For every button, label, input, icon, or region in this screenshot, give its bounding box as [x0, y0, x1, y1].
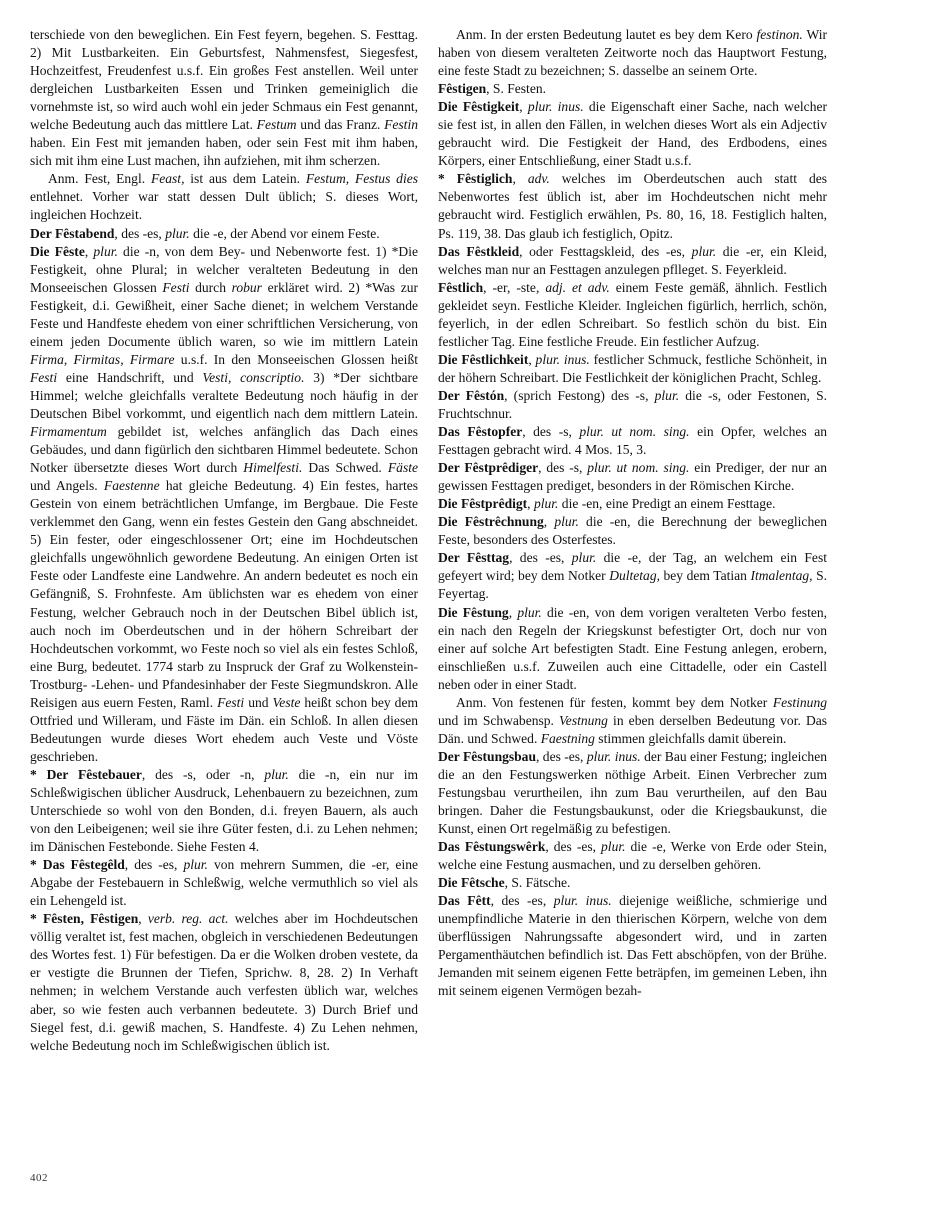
entry-text: und das Franz.	[296, 117, 385, 133]
italic-term: Faestning	[540, 730, 595, 746]
dictionary-entry	[438, 604, 827, 694]
italic-term: Firma, Firmitas, Firmare	[30, 351, 175, 367]
italic-term: plur.	[601, 839, 626, 855]
italic-term: Vestnung	[559, 712, 608, 728]
entry-text: ,	[543, 514, 555, 530]
dictionary-entry	[438, 387, 827, 423]
entry-text: , des -s,	[538, 460, 588, 476]
italic-term: Festi	[30, 369, 58, 385]
headword: Der Fêstungsbau	[438, 748, 536, 764]
entry-text: ,	[84, 243, 94, 259]
entry-text: und	[244, 694, 273, 710]
entry-text: , des -es,	[124, 857, 184, 873]
entry-text: die -er, ein Kleid, welches man nur an Festtagen anzulegen pflleget. S. Feyerkleid.	[438, 243, 827, 277]
entry-text: 3) *Der sichtbare Himmel; welche gleichfalls veraltete Bedeutung noch häufig in der Deutschen Bibel vorkommt, und eigentlich nach dem mittlern Latein.	[30, 369, 418, 421]
dictionary-entry	[438, 748, 827, 838]
italic-term: Festi	[162, 279, 190, 295]
italic-term: Faestenne	[103, 478, 160, 494]
italic-term: plur.	[183, 857, 208, 873]
dictionary-entry	[438, 80, 827, 98]
dictionary-entry	[438, 838, 827, 874]
italic-term: plur.	[691, 243, 717, 259]
headword: Der Fêstón	[438, 387, 505, 403]
headword: Die Fêstprêdigt	[438, 496, 528, 512]
entry-text: terschiede von den beweglichen. Ein Fest feyern, begehen. S. Festtag. 2) Mit Lustbarkeiten. Ein Geburtsfest, Nahmensfest, Siegesfest, Hochzeitfest, Freudenfest u.s.f. Ein großes Fest anstellen. Weil unter dergleichen Lustbarkeiten Essen und Trinken gemeiniglich die vornehmste ist, so wird auch wohl ein jeder Schmaus ein Fest genannt, welche Bedeutung auch das mittlere Lat.	[30, 27, 418, 133]
italic-term: plur.	[264, 766, 289, 782]
entry-text: in eben derselben Bedeutung vor. Das Dän. und Schwed.	[438, 712, 828, 746]
entry-text: Wir haben von diesem veralteten Zeitworte noch das Hauptwort Festung, eine feste Stadt zu bezeichnen; S. dasselbe an seinem Orte.	[438, 27, 827, 79]
italic-term: Festum, Festus dies	[305, 171, 419, 187]
entry-text: u.s.f. In den Monseeischen Glossen heißt	[174, 351, 418, 367]
headword: Das Fêstkleid	[438, 243, 520, 259]
page-number: 402	[30, 1172, 48, 1184]
italic-term: robur	[231, 279, 262, 295]
entry-text: haben. Ein Fest mit jemanden haben, oder sein Fest mit ihm haben, sich mit ihm eine Lust machen, ihn aufziehen, mit ihm scherzen.	[30, 135, 418, 169]
entry-text: eine Handschrift, und	[57, 369, 203, 385]
italic-term: plur.	[93, 243, 118, 259]
entry-text: ,	[508, 604, 518, 620]
entry-text: stimmen gleichfalls damit überein.	[594, 730, 787, 746]
headword: Die Fêstlichkeit	[438, 351, 529, 367]
headword: Fêstlich	[438, 279, 484, 295]
entry-text: entlehnet. Vorher war statt dessen Dult üblich; S. dieses Wort, ingleichen Hochzeit.	[30, 189, 418, 223]
headword: Die Fêstrêchnung	[438, 514, 544, 530]
entry-text: welches aber im Hochdeutschen völlig veraltet ist, fest machen, obgleich in verschiedenen Bedeutungen des Wortes fest. 1) Für befestigen. Da er die Wolken droben vestete, da er vestigte die Brunnen der Tiefen, Sprichw. 8, 28. 2) In Verhaft nehmen; in welchem Verstande auch verfesten üblich war, welches aber, so wie festen auch verbannen bedeutete. 3) Durch Brief und Siegel fest, d.i. gewiß machen, S. Handfeste. 4) Zu Lehen nehmen, welche Bedeutung noch im Schleßwigischen üblich ist.	[30, 911, 418, 1053]
entry-text: die -en, eine Predigt an einem Festtage.	[558, 496, 776, 512]
left-column	[30, 26, 418, 1055]
dictionary-entry	[438, 26, 827, 80]
italic-term: Festinung	[772, 694, 827, 710]
entry-text: , des -s, oder -n,	[141, 766, 265, 782]
headword: * Der Fêstebauer	[30, 766, 142, 782]
entry-text: , des -es,	[114, 225, 166, 241]
entry-text: die Eigenschaft einer Sache, nach welcher sie fest ist, in allen den Fällen, in welchen dieses Wort als ein Adjectiv gebraucht wird. Die Festigkeit der Hand, des Erdbodens, eines Körpers, einer Entschließung, einer Stadt u.s.f.	[438, 99, 827, 169]
dictionary-entry	[438, 351, 827, 387]
italic-term: plur.	[517, 604, 542, 620]
entry-text: die -e, Werke von Erde oder Stein, welche eine Festung ausmachen, und zu derselben gehören.	[438, 839, 827, 873]
entry-text: die -en, die Berechnung der beweglichen Feste, besonders des Osterfestes.	[438, 514, 828, 548]
entry-text: ,	[519, 99, 528, 115]
headword: Der Fêsttag	[438, 550, 510, 566]
entry-text: , S. Fätsche.	[504, 875, 571, 891]
italic-term: plur. ut nom. sing.	[587, 460, 690, 476]
italic-term: plur.	[554, 514, 579, 530]
italic-term: plur. inus.	[527, 99, 584, 115]
entry-text: , S. Festen.	[486, 81, 546, 97]
entry-text: , des -s,	[522, 424, 580, 440]
dictionary-entry	[438, 98, 827, 170]
entry-text: die -n, ein nur im Schleßwigischen üblicher Ausdruck, Lehenbauern zu bezeichnen, zum Unterschiede so wohl von den Bonden, d.i. freyen Bauern, als auch von den Leibeigenen; weil sie ihre Güter festen, d.i. zu Lehen nehmen; im Dänischen Festebonde. Siehe Festen 4.	[30, 766, 418, 855]
italic-term: Firmamentum	[30, 424, 107, 440]
dictionary-entry	[438, 694, 827, 748]
italic-term: Vesti, conscriptio.	[202, 369, 305, 385]
dictionary-entry	[30, 170, 418, 224]
italic-term: Himelfesti.	[243, 460, 303, 476]
italic-term: Festi	[217, 694, 245, 710]
italic-term: verb. reg. act.	[147, 911, 229, 927]
entry-text: , oder Festtagskleid, des -es,	[519, 243, 692, 259]
entry-text: S. Feyertag.	[438, 568, 828, 602]
entry-text: erkläret wird. 2) *Was zur Festigkeit, d.i. Gewißheit, einer Sache dienet; in welchem Verstande Feste und Handfeste ehedem von einer schriftlichen Versicherung, von einem jeden Documente üblich waren, so wie im mittlern Latein	[30, 279, 419, 349]
entry-text: von mehrern Summen, die -er, eine Abgabe der Festebauern in Schleßwig, welche vermuthlich so viel als ein Lehengeld ist.	[30, 857, 418, 909]
dictionary-entry	[30, 910, 418, 1054]
entry-text: und im Schwabensp.	[438, 712, 560, 728]
italic-term: Veste	[272, 694, 301, 710]
right-column	[438, 26, 827, 1001]
italic-term: plur. inus.	[553, 893, 612, 909]
entry-text: die -en, von dem vorigen veralteten Verbo festen, ein nach den Regeln der Kriegskunst befestigter Ort, doch nur von einer auf solche Art befestigten Stadt. Eine Festung anlegen, erobern, einschließen u.s.f. Zuweilen auch eine Cittadelle, oder ein Castell neben oder in einer Stadt.	[438, 604, 828, 692]
dictionary-entry	[30, 766, 418, 856]
headword: Das Fêstopfer	[438, 424, 523, 440]
entry-text: Anm. In der ersten Bedeutung lautet es bey dem Kero	[456, 27, 757, 42]
entry-text: gebildet ist, welches anfänglich das Dach eines Gebäudes, und dann figürlich den sichtbaren Himmel bedeutete. Schon Notker übersetzte dieses Wort durch	[30, 424, 418, 476]
headword: Die Fêstung	[438, 604, 509, 620]
italic-term: Festum	[256, 117, 297, 133]
entry-text: ein Opfer, welches an Festtagen gebracht wird. 4 Mos. 15, 3.	[438, 424, 827, 458]
italic-term: plur.	[165, 225, 190, 241]
italic-term: Itmalentag,	[750, 568, 813, 584]
entry-text: ist aus dem Latein.	[184, 171, 306, 187]
headword: Die Fêste	[30, 243, 85, 259]
entry-text: ein Prediger, der nur an gewissen Festtagen prediget, besonders in der Römischen Kirche.	[438, 460, 827, 494]
headword: * Fêsten, Fêstigen	[30, 911, 139, 927]
dictionary-entry	[438, 874, 827, 892]
italic-term: plur.	[533, 496, 559, 512]
dictionary-entry	[438, 495, 827, 513]
italic-term: plur. inus.	[586, 748, 641, 764]
entry-text: , -er, -ste,	[483, 279, 546, 295]
entry-text: festlicher Schmuck, festliche Schönheit, in der höhern Schreibart. Die Festlichkeit der königlichen Pracht, Schleg.	[438, 351, 828, 385]
headword: Der Fêstprêdiger	[438, 460, 539, 476]
entry-text: hat gleiche Bedeutung. 4) Ein festes, hartes Gestein von einem beträchtlichen Umfange, im Bergbaue. Die Feste verklemmet den Gang, wenn ein festes Gestein den Gang abschneidet. 5) Ein fester, oder eingeschlossener Ort; eine im Hochdeutschen gleichfalls ungewöhnlich gewordene Bedeutung. An einigen Orten ist Feste oder Landfeste eine Landwehre. An andern bedeutet es noch ein Gefängniß, S. Frohnfeste. Am üblichsten war es ehedem von einer Festung, welcher Gebrauch noch in der Deutschen Bibel üblich ist, auch noch im Oberdeutschen und in der höhern Schreibart der Hochdeutschen vorkommt, wo Feste noch so viel als ein festes Schloß, eine Burg, bedeutet. 1774 starb zu Inspruck der Graf zu Wolkenstein-Trostburg- -Lehen- und Pfandesinhaber der Feste Siegmundskron. Alle Reisigen aus euern Festen, Raml.	[30, 478, 418, 710]
headword: * Fêstiglich	[438, 171, 513, 187]
entry-text: , (sprich Festong) des -s,	[504, 387, 655, 403]
dictionary-entry	[30, 243, 418, 766]
entry-text: einem Feste gemäß, ähnlich. Festlich gekleidet seyn. Festliche Kleider. Ingleichen figürlich, herrlich, schön, feyerlich, in der edlen Schreibart. So festlich schön du bist. Ein festlicher Tag. Eine festliche Freude. Ein festlicher Aufzug.	[438, 279, 827, 349]
entry-text: diejenige weißliche, schmierige und unempfindliche Materie in den thierischen Körpern, welche von dem überflüssigen Nahrungssafte abgesondert wird, und in zarten Pergamenthäutchen befindlich ist. Das Fett abschöpfen, von der Brühe. Jemanden mit seinem eigenen Fette beträpfen, im gemeinen Leben, ihn mit seinem eigenen Vermögen bezah-	[438, 893, 827, 999]
italic-term: plur.	[571, 550, 597, 566]
dictionary-entry	[438, 279, 827, 351]
dictionary-entry	[30, 225, 418, 243]
entry-text: ,	[512, 171, 528, 187]
dictionary-entry	[438, 513, 827, 549]
dictionary-entry	[30, 856, 418, 910]
entry-text: , des -es,	[490, 893, 554, 909]
entry-text: ,	[138, 911, 148, 927]
entry-text: und Angels.	[30, 478, 104, 494]
entry-text: die -s, oder Festonen, S. Fruchtschnur.	[438, 387, 827, 421]
italic-term: adj. et adv.	[545, 279, 610, 295]
headword: Fêstigen	[438, 81, 487, 97]
entry-text: der Bau einer Festung; ingleichen die an den Festungswerken nöthige Arbeit. Einen Verbrecher zum Festungsbau verurtheilen, ihn zum Bau verurtheilen, auf den Bau bringen. Daher die Festungsbaukunst, oder die Kriegsbaukunst, die Kunst, einen Ort regelmäßig zu befestigen.	[438, 748, 827, 837]
entry-text: die -e, der Tag, an welchem ein Fest gefeyert wird; bey dem Notker	[438, 550, 827, 584]
entry-text: bey dem Tatian	[659, 568, 751, 584]
italic-term: plur.	[654, 387, 680, 403]
headword: Die Fêtsche	[438, 875, 505, 891]
dictionary-entry	[438, 549, 827, 603]
italic-term: plur. inus.	[535, 351, 590, 367]
entry-text: ,	[528, 351, 536, 367]
italic-term: Fäste	[387, 460, 418, 476]
entry-text: , des -es,	[509, 550, 572, 566]
headword: Das Fêtt	[438, 893, 491, 909]
headword: Der Fêstabend	[30, 225, 115, 241]
entry-text: , des -es,	[545, 839, 602, 855]
italic-term: Dultetag,	[609, 568, 660, 584]
dictionary-entry	[438, 170, 827, 242]
entry-text: , des -es,	[536, 748, 587, 764]
entry-text: Das Schwed.	[302, 460, 388, 476]
dictionary-entry	[438, 243, 827, 279]
entry-text: die -e, der Abend vor einem Feste.	[189, 225, 380, 241]
entry-text: die -n, von dem Bey- und Nebenworte fest. 1) *Die Festigkeit, ohne Plural; in welcher veralteten Bedeutung in den Monseeischen Glossen	[30, 243, 418, 295]
entry-text: Anm. Fest, Engl.	[48, 171, 151, 187]
entry-text: durch	[189, 279, 232, 295]
entry-text: welches im Oberdeutschen auch statt des Nebenwortes fest üblich ist, aber im Hochdeutschen nicht mehr gebraucht wird. Festiglich erwählen, Ps. 80, 16, 18. Festiglich halten, Ps. 119, 38. Das glaub ich festiglich, Opitz.	[438, 171, 827, 241]
italic-term: festinon.	[756, 27, 803, 42]
headword: * Das Fêstegêld	[30, 857, 125, 873]
headword: Das Fêstungswêrk	[438, 839, 546, 855]
dictionary-entry	[438, 892, 827, 1000]
dictionary-entry	[30, 26, 418, 170]
entry-text: ,	[527, 496, 534, 512]
italic-term: Festin	[384, 117, 418, 133]
italic-term: plur. ut nom. sing.	[579, 424, 690, 440]
italic-term: adv.	[527, 171, 550, 187]
entry-text: heißt schon bey dem Ottfried und Willeram, und Fäste im Dän. ein Schloß. In allen diesen Bedeutungen wurde dieses Wort ehedem auch Veste und Vöste geschrieben.	[30, 694, 418, 764]
headword: Die Fêstigkeit	[438, 99, 520, 115]
italic-term: Feast,	[150, 171, 185, 187]
entry-text: Anm. Von festenen für festen, kommt bey dem Notker	[456, 694, 773, 710]
dictionary-entry	[438, 459, 827, 495]
dictionary-entry	[438, 423, 827, 459]
